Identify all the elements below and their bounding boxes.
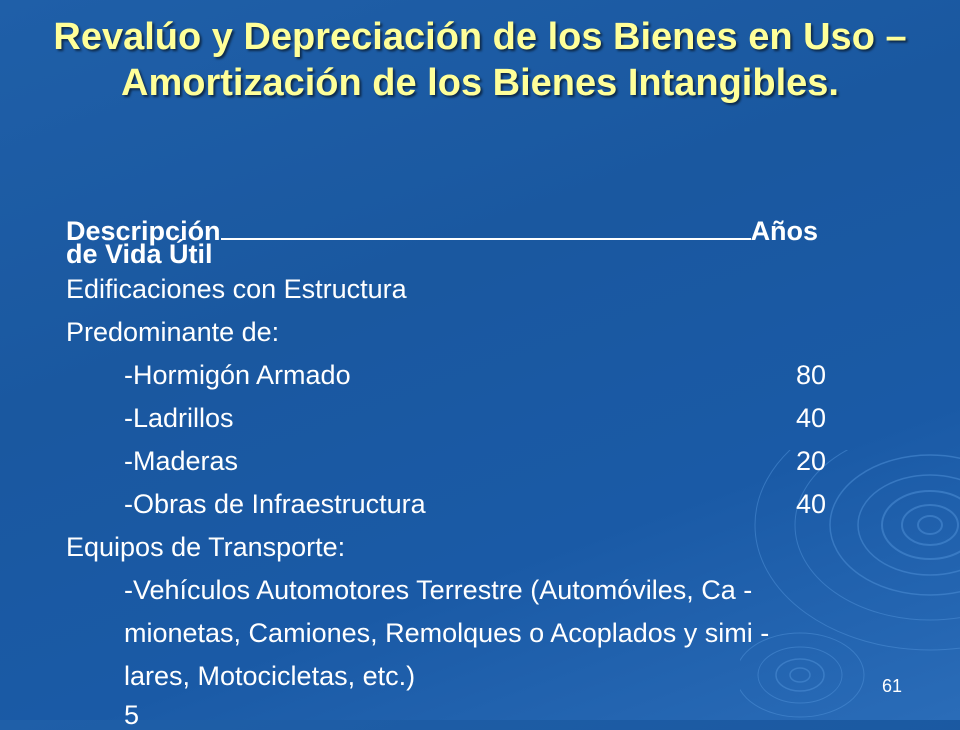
list-item	[66, 440, 886, 483]
list-item	[66, 397, 886, 440]
list-item	[66, 526, 886, 569]
header-underline	[221, 214, 751, 240]
table-header	[66, 214, 886, 268]
years-column-header-cont: de Vida Útil	[66, 239, 213, 269]
item-years: 80	[796, 360, 827, 390]
depreciation-table	[66, 214, 886, 698]
list-item	[66, 483, 886, 526]
item-label: Predominante de:	[66, 317, 280, 347]
item-label: -Ladrillos	[124, 403, 234, 433]
vehicles-years: 5	[124, 700, 140, 730]
item-years: 40	[796, 489, 827, 519]
vehicles-line-3: lares, Motocicletas, etc.)	[124, 661, 416, 691]
item-label: -Maderas	[124, 446, 239, 476]
item-label: Equipos de Transporte:	[66, 532, 346, 562]
item-label: -Obras de Infraestructura	[124, 489, 426, 519]
list-item	[66, 354, 886, 397]
years-column-header: Años	[750, 216, 819, 246]
slide-number: 61	[882, 676, 903, 696]
list-item	[66, 311, 886, 354]
item-label: -Hormigón Armado	[124, 360, 351, 390]
vehicles-line-2: mionetas, Camiones, Remolques o Acoplados y simi -	[124, 618, 770, 648]
description-column-header: Descripción	[66, 216, 221, 246]
slide-title: Revalúo y Depreciación de los Bienes en Uso – Amortización de los Bienes Intangibles.	[53, 16, 907, 104]
item-label: Edificaciones con Estructura	[66, 274, 407, 304]
item-years: 40	[796, 403, 827, 433]
list-item	[66, 268, 886, 311]
item-years: 20	[796, 446, 827, 476]
vehicles-line-1: -Vehículos Automotores Terrestre (Automóviles, Ca -	[124, 575, 753, 605]
